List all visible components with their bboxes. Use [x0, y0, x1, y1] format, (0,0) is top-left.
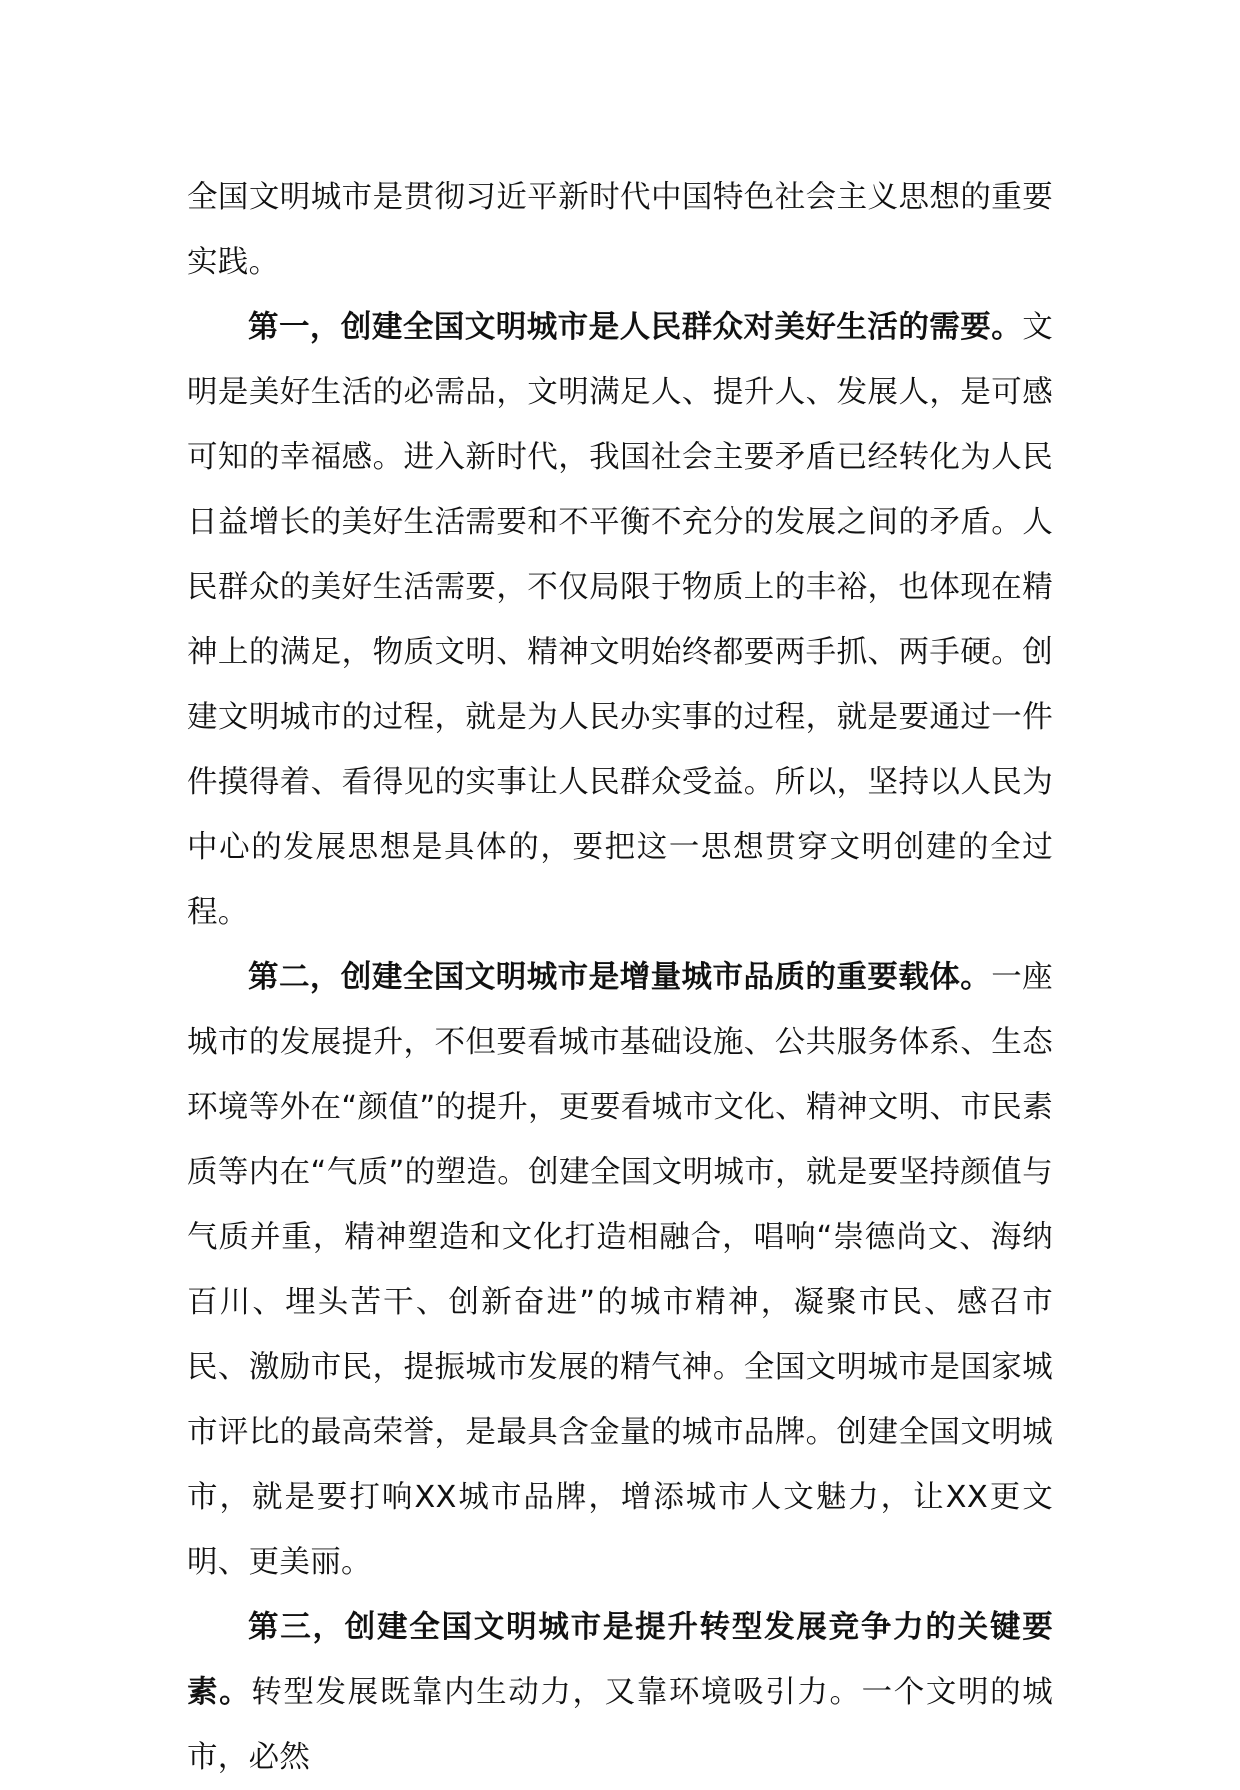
paragraph-lead: 第三，创建全国文明城市是提升转型发展竞争力的关键要素。	[187, 1610, 1053, 1710]
paragraph-third-point	[187, 1595, 1053, 1790]
paragraph-intro	[187, 165, 1053, 295]
paragraph-text: 转型发展既靠内生动力，又靠环境吸引力。一个文明的城市，必然	[187, 1675, 1053, 1775]
paragraph-second-point	[187, 945, 1053, 1595]
paragraph-first-point	[187, 295, 1053, 945]
paragraph-lead: 第一，创建全国文明城市是人民群众对美好生活的需要。	[248, 310, 1023, 345]
paragraph-text: 一座城市的发展提升，不但要看城市基础设施、公共服务体系、生态环境等外在“颜值”的提升，更要看城市文化、精神文明、市民素质等内在“气质”的塑造。创建全国文明城市，就是要坚持颜值与气质并重，精神塑造和文化打造相融合，唱响“崇德尚文、海纳百川、埋头苦干、创新奋进”的城市精神，凝聚市民、感召市民、激励市民，提振城市发展的精气神。全国文明城市是国家城市评比的最高荣誉，是最具含金量的城市品牌。创建全国文明城市，就是要打响XX城市品牌，增添城市人文魅力，让XX更文明、更美丽。	[187, 960, 1053, 1580]
paragraph-lead: 第二，创建全国文明城市是增量城市品质的重要载体。	[248, 960, 992, 995]
paragraph-text: 全国文明城市是贯彻习近平新时代中国特色社会主义思想的重要实践。	[187, 180, 1053, 280]
document-body	[187, 165, 1053, 1790]
paragraph-text: 文明是美好生活的必需品，文明满足人、提升人、发展人，是可感可知的幸福感。进入新时代，我国社会主要矛盾已经转化为人民日益增长的美好生活需要和不平衡不充分的发展之间的矛盾。人民群众的美好生活需要，不仅局限于物质上的丰裕，也体现在精神上的满足，物质文明、精神文明始终都要两手抓、两手硬。创建文明城市的过程，就是为人民办实事的过程，就是要通过一件件摸得着、看得见的实事让人民群众受益。所以，坚持以人民为中心的发展思想是具体的，要把这一思想贯穿文明创建的全过程。	[187, 310, 1053, 930]
